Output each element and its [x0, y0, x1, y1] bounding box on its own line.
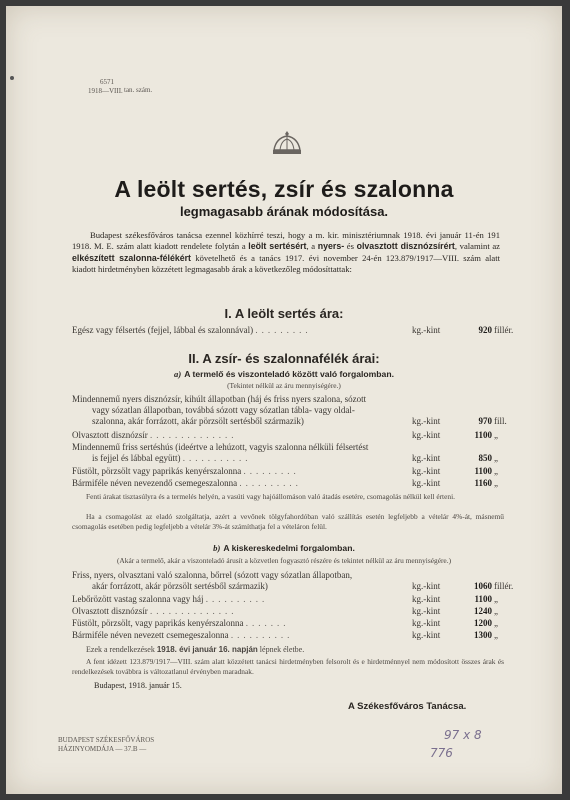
- effective-date-line: Ezek a rendelkezések 1918. évi január 16. napján lépnek életbe.: [86, 645, 305, 654]
- price-row: Mindennemű nyers disznózsír, kihúlt állapotban (háj és friss nyers szalona, sózott vagy sózatlan állapotban, továbbá sózott vagy sózatlan tábla- vagy oldal- szalonna, akár forrázott, akár pörzsölt sertésből származik) kg.-kint 970 fill.: [72, 394, 507, 426]
- reference-label: tan. szám.: [124, 86, 153, 94]
- printer-imprint: BUDAPEST SZÉKESFŐVÁROS HÁZINYOMDÁJA — 37.B —: [58, 736, 155, 753]
- poster-title: A leölt sertés, zsír és szalonna: [114, 176, 454, 202]
- subsection-b-heading: b) A kiskereskedelmi forgalomban.: [213, 543, 355, 553]
- footnote-a-1: Fenti árakat tisztasúlyra és a termelés helyén, a vasúti vagy hajóállomáson való átadás esetére, csomagolás nélkül kell érteni.: [86, 492, 455, 501]
- handwritten-note: 97 x 8: [444, 728, 482, 742]
- hungarian-crest-icon: [270, 130, 304, 156]
- subsection-a-note: (Tekintet nélkül az áru mennyiségére.): [227, 381, 341, 390]
- section-2-heading: II. A zsír- és szalonnafélék árai:: [188, 351, 380, 366]
- punch-hole: [10, 76, 14, 80]
- price-row: Mindennemű friss sertéshús (ideértve a lehúzott, vagyis szalonna nélküli félsertést is fejjel és lábbal együtt) ........... kg.-kint 850 „: [72, 442, 498, 463]
- footnote-a-2: Ha a csomagolást az eladó szolgáltatja, azért a vevőnek tölgyfahordóban való szállítás esetén legfeljebb a vételár 4%-át, másnemű csomagolás esetében pedig legfeljebb a vételár 3%-át számíthatja fel a vételáron felül.: [72, 512, 504, 531]
- handwritten-note: 776: [430, 746, 453, 760]
- subsection-b-note: (Akár a termelő, akár a viszonteladó árusít a közvetlen fogyasztó részére és tekintet nélkül az áru mennyiségére.): [116, 556, 452, 565]
- price-row: Friss, nyers, olvasztani való szalonna, bőrrel (sózott vagy sózatlan állapotban, akár forrázott, akár pörzsölt sertésből származik) kg.-kint 1060 fillér.: [72, 570, 514, 591]
- reference-number-block: [88, 78, 123, 96]
- reference-number: 6571: [100, 78, 114, 86]
- reference-year: 1918—VIII.: [88, 87, 123, 95]
- subsection-a-heading: a) A termelő és viszonteladó között való forgalomban.: [174, 369, 394, 379]
- intro-paragraph: Budapest székesfőváros tanácsa ezennel közhírré teszi, hogy a m. kir. minisztériumnak 1918. évi január 11-én 191 1918. M. E. szám alatt kiadott rendelete folytán a leölt sertésért, a nyers- és olvasztott disznózsírért, valamint az elkészített szalonna-félékért követelhető és a tanács 1917. évi november 24-én 123.879/1917—VIII. szám alatt kiadott hirdetményben közzétett legmagasabb árak a következőleg módosíttattak:: [72, 230, 500, 275]
- date-line: Budapest, 1918. január 15.: [94, 681, 182, 690]
- poster-page: 6571 1918—VIII. tan. szám. A leölt sertés, zsír és szalonna legmagasabb árának módosítása. Budapest székesfőváros tanácsa ezennel közhírré teszi, hogy a m. kir. minisztériumnak 1918. évi január 11-én 191 1918. M. E. szám alatt kiadott rendelete folytán a leölt sertésért, a nyers- és olvasztott disznózsírért, valamint az elkészített szalonna-félékért követelhető és a tanács 1917. évi november 24-én 123.879/1917—VIII. szám alatt kiadott hirdetményben közzétett legmagasabb árak a következőleg módosíttattak: I. A leölt sertés ára: Egész vagy félsertés (fejjel, lábbal és szalonnával) ......... kg.-kint 920 fillér. II. A zsír- és szalonnafélék árai: a) A termelő és viszonteladó között való forgalomban. (Tekintet nélkül az áru mennyiségére.) Mindennemű nyers disznózsír, kihúlt állapotban (háj és friss nyers szalona, sózott vagy sózatlan állapotban, továbbá sózott vagy sózatlan tábla- vagy oldal- szalonna, akár forrázott, akár pörzsölt sertésből származik) kg.-kint 970 fill. Olvasztott disznózsír .............. kg.-kint 1100 „ Mindennemű friss sertéshús (ideértve a lehúzott, vagyis szalonna nélküli félsertést is fejjel és lábbal együtt) ........... kg.-kint 850 „ Füstölt, pörzsölt vagy paprikás kenyérszalonna ......... kg.-kint 1100 „ Bármiféle néven nevezendő csemegeszalonna .......... kg.-kint 1160 „ Fenti árakat tisztasúlyra és a termelés helyén, a vasúti vagy hajóállomáson való átadás esetére, csomagolás nélkül kell érteni. Ha a csomagolást az eladó szolgáltatja, azért a vevőnek tölgyfahordóban való szállítás esetén legfeljebb a vételár 4%-át, másnemű csomagolás esetében pedig legfeljebb a vételár 3%-át számíthatja fel a vételáron felül. b) A kiskereskedelmi forgalomban. (Akár a termelő, akár a viszonteladó árusít a közvetlen fogyasztó részére és tekintet nélkül az áru mennyiségére.) Friss, nyers, olvasztani való szalonna, bőrrel (sózott vagy sózatlan állapotban, akár forrázott, akár pörzsölt sertésből származik) kg.-kint 1060 fillér. Lebőrözött vastag szalonna vagy háj .......... kg.-kint 1100 „ Olvasztott disznózsír .............. kg.-kint 1240 „ Füstölt, pörzsölt, vagy paprikás kenyérszalonna ....... kg.-kint 1200 „ Bármiféle néven nevezett csemegeszalonna .......... kg.-kint 1300 „ Ezek a rendelkezések 1918. évi január 16. napján lépnek életbe. A fent idézett 123.879/1917—VIII. szám alatt közzétett tanácsi hirdetményben felsorolt és e hirdetménnyel nem módosított összes árak és rendelkezések továbbra is változatlanul érvényben maradnak. Budapest, 1918. január 15. A Székesfőváros Tanácsa. BUDAPEST SZÉKESFŐVÁROS HÁZINYOMDÁJA — 37.B — 97 x 8 776: [6, 6, 562, 794]
- closing-paragraph: A fent idézett 123.879/1917—VIII. szám alatt közzétett tanácsi hirdetményben felsorolt és e hirdetménnyel nem módosított összes árak és rendelkezések továbbra is változatlanul érvényben maradnak.: [72, 657, 504, 676]
- section-1-heading: I. A leölt sertés ára:: [224, 306, 344, 321]
- poster-subtitle: legmagasabb árának módosítása.: [179, 204, 389, 219]
- signature: A Székesfőváros Tanácsa.: [348, 701, 467, 712]
